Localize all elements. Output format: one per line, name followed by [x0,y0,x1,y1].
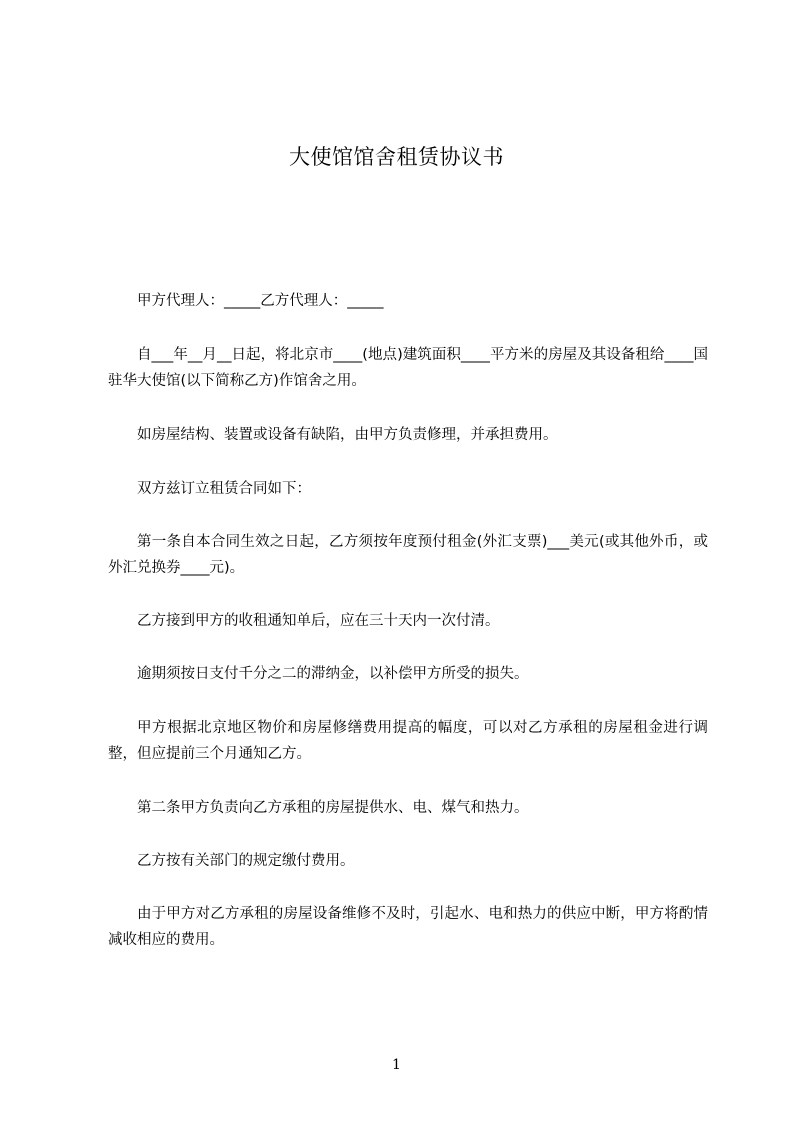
paragraph-lease-scope: 自___年__月__日起，将北京市____(地点)建筑面积____平方米的房屋及其设备租给____国驻华大使馆(以下简称乙方)作馆舍之用。 [108,347,708,389]
paragraph-rent-adjustment: 甲方根据北京地区物价和房屋修缮费用提高的幅度，可以对乙方承租的房屋租金进行调整，但应提前三个月通知乙方。 [108,720,708,762]
paragraph-article-two: 第二条甲方负责向乙方承租的房屋提供水、电、煤气和热力。 [137,800,529,816]
paragraph-agents: 甲方代理人：_____乙方代理人：_____ [137,293,384,309]
paragraph-late-fee: 逾期须按日支付千分之二的滞纳金，以补偿甲方所受的损失。 [137,666,529,682]
page-number: 1 [392,1057,401,1073]
paragraph-defects: 如房屋结构、装置或设备有缺陷，由甲方负责修理，并承担费用。 [137,427,558,443]
paragraph-payment-deadline: 乙方接到甲方的收租通知单后，应在三十天内一次付清。 [137,613,500,629]
paragraph-utility-fees: 乙方按有关部门的规定缴付费用。 [137,853,355,869]
paragraph-article-one: 第一条自本合同生效之日起，乙方须按年度预付租金(外汇支票)___美元(或其他外币，或外汇兑换券____元)。 [108,534,708,576]
document-title: 大使馆馆舍租赁协议书 [289,145,504,169]
paragraph-fee-reduction: 由于甲方对乙方承租的房屋设备维修不及时，引起水、电和热力的供应中断，甲方将酌情减收相应的费用。 [108,906,708,948]
paragraph-agreement-intro: 双方兹订立租赁合同如下： [137,481,311,497]
